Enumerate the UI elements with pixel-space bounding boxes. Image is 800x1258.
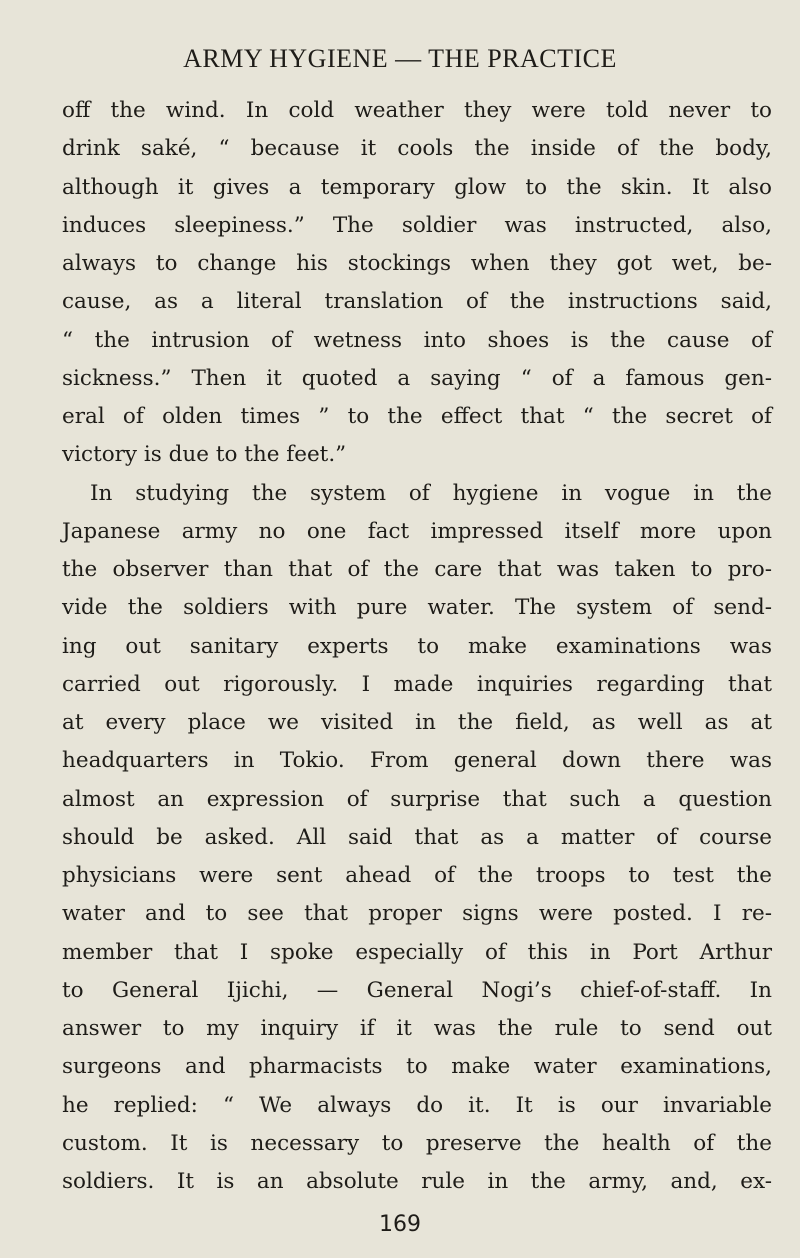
text-line: soldiers. It is an absolute rule in the army, and, ex- bbox=[62, 1169, 772, 1194]
text-line: to General Ijichi, — General Nogi’s chief-of-staff. In bbox=[62, 977, 772, 1003]
text-line: “ the intrusion of wetness into shoes is the cause of bbox=[62, 327, 772, 353]
text-line: sickness.” Then it quoted a saying “ of a famous gen- bbox=[62, 365, 772, 391]
text-line: off the wind. In cold weather they were told never to bbox=[62, 98, 772, 123]
text-line: the observer than that of the care that was taken to pro- bbox=[62, 557, 772, 582]
text-line: he replied: “ We always do it. It is our invariable bbox=[62, 1092, 772, 1118]
text-line: should be asked. All said that as a matter of course bbox=[62, 824, 772, 850]
text-line: vide the soldiers with pure water. The system of send- bbox=[62, 595, 772, 621]
text-line: at every place we visited in the field, as well as at bbox=[62, 710, 772, 735]
text-line: Japanese army no one fact impressed itself more upon bbox=[62, 518, 772, 544]
text-line: ing out sanitary experts to make examinations was bbox=[62, 633, 772, 659]
text-line: member that I spoke especially of this in Port Arthur bbox=[62, 939, 772, 965]
running-head: ARMY HYGIENE — THE PRACTICE bbox=[183, 44, 617, 73]
text-line: drink saké, “ because it cools the inside of the body, bbox=[62, 136, 772, 162]
text-line: always to change his stockings when they got wet, be- bbox=[62, 251, 772, 276]
text-line: almost an expression of surprise that such a question bbox=[62, 786, 772, 812]
text-line: carried out rigorously. I made inquiries regarding that bbox=[62, 671, 772, 697]
page-number: 169 bbox=[379, 1212, 421, 1237]
text-line: victory is due to the feet.” bbox=[62, 442, 347, 468]
text-line: physicians were sent ahead of the troops to test the bbox=[62, 863, 772, 888]
text-line: headquarters in Tokio. From general down there was bbox=[62, 748, 772, 774]
text-line: induces sleepiness.” The soldier was instructed, also, bbox=[62, 212, 772, 238]
text-line: custom. It is necessary to preserve the health of the bbox=[62, 1130, 772, 1156]
text-line: water and to see that proper signs were posted. I re- bbox=[62, 901, 772, 927]
text-line: cause, as a literal translation of the instructions said, bbox=[62, 289, 772, 315]
text-line: answer to my inquiry if it was the rule to send out bbox=[62, 1016, 772, 1041]
text-line: although it gives a temporary glow to the skin. It also bbox=[62, 174, 772, 200]
text-line: surgeons and pharmacists to make water examinations, bbox=[62, 1054, 772, 1080]
body-text bbox=[62, 92, 772, 1201]
text-line-paragraph-start: In studying the system of hygiene in vogue in the bbox=[90, 480, 772, 506]
text-line: eral of olden times ” to the effect that “ the secret of bbox=[62, 404, 772, 429]
